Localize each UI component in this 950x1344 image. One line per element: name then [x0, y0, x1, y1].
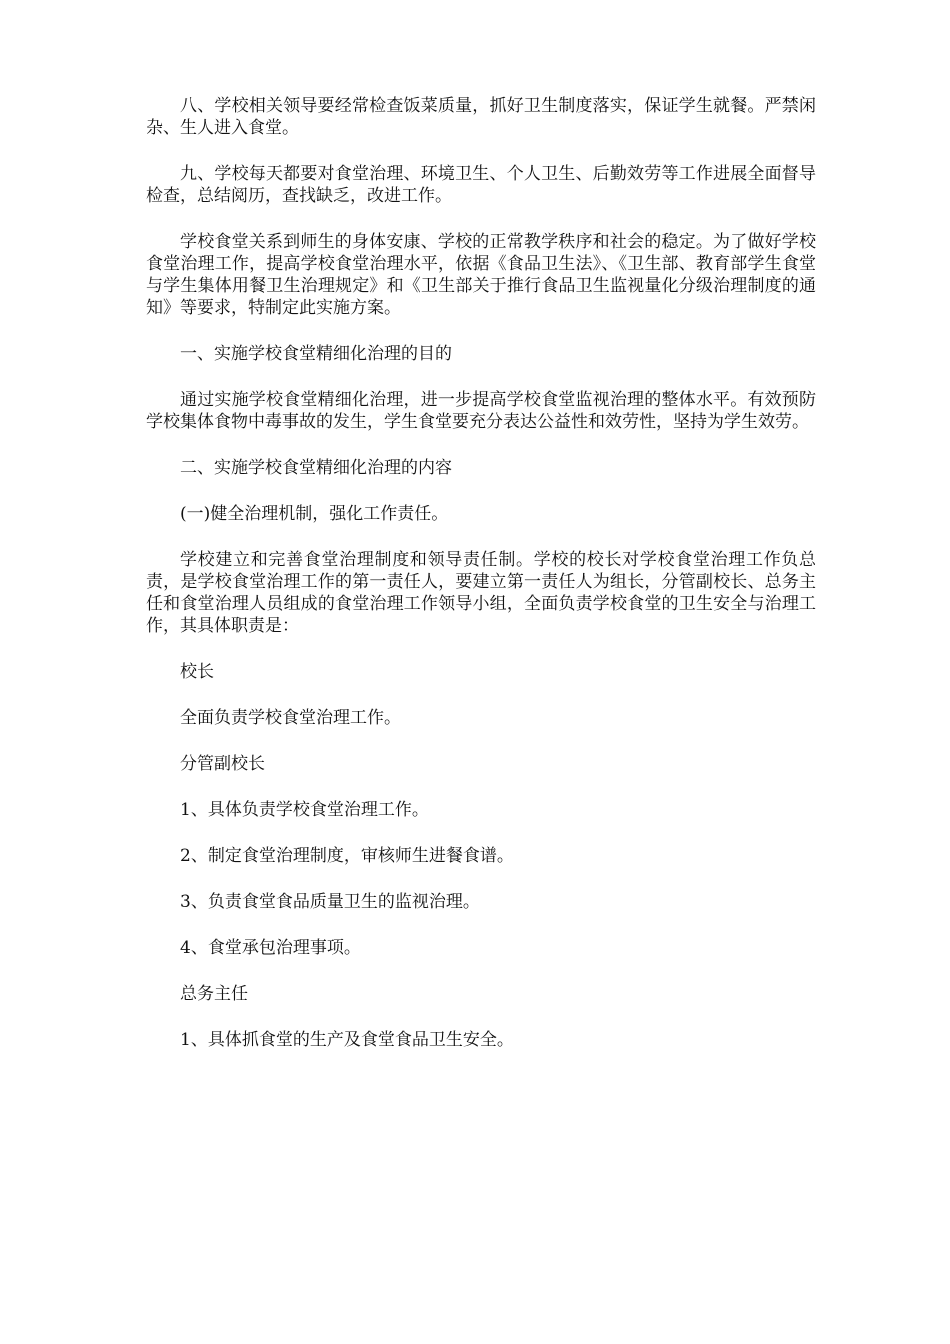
role-general-affairs: 总务主任: [180, 984, 248, 1004]
document-body: [146, 95, 816, 1075]
paragraph-intro: 学校食堂关系到师生的身体安康、学校的正常教学秩序和社会的稳定。为了做好学校食堂治理工作，提高学校食堂治理水平，依据《食品卫生法》、《卫生部、教育部学生食堂与学生集体用餐卫生治理规定》和《卫生部关于推行食品卫生监视量化分级治理制度的通知》等要求，特制定此实施方案。: [146, 232, 816, 318]
vice-principal-duty-4: 4、食堂承包治理事项。: [180, 938, 361, 958]
role-vice-principal: 分管副校长: [180, 754, 265, 774]
general-affairs-duty-1: 1、具体抓食堂的生产及食堂食品卫生安全。: [180, 1030, 514, 1050]
heading-purpose: 一、实施学校食堂精细化治理的目的: [180, 344, 452, 364]
paragraph-8: 八、学校相关领导要经常检查饭菜质量，抓好卫生制度落实，保证学生就餐。严禁闲杂、生人进入食堂。: [146, 96, 816, 138]
vice-principal-duty-3: 3、负责食堂食品质量卫生的监视治理。: [180, 892, 480, 912]
vice-principal-duty-1: 1、具体负责学校食堂治理工作。: [180, 800, 429, 820]
heading-content: 二、实施学校食堂精细化治理的内容: [180, 458, 452, 478]
role-principal: 校长: [180, 662, 214, 682]
paragraph-purpose: 通过实施学校食堂精细化治理，进一步提高学校食堂监视治理的整体水平。有效预防学校集体食物中毒事故的发生，学生食堂要充分表达公益性和效劳性，坚持为学生效劳。: [146, 390, 816, 432]
vice-principal-duty-2: 2、制定食堂治理制度，审核师生进餐食谱。: [180, 846, 514, 866]
principal-duty: 全面负责学校食堂治理工作。: [180, 708, 401, 728]
paragraph-mechanism: 学校建立和完善食堂治理制度和领导责任制。学校的校长对学校食堂治理工作负总责，是学校食堂治理工作的第一责任人，要建立第一责任人为组长，分管副校长、总务主任和食堂治理人员组成的食堂治理工作领导小组，全面负责学校食堂的卫生安全与治理工作，其具体职责是：: [146, 550, 816, 636]
subheading-mechanism: (一)健全治理机制，强化工作责任。: [180, 504, 449, 524]
paragraph-9: 九、学校每天都要对食堂治理、环境卫生、个人卫生、后勤效劳等工作进展全面督导检查，总结阅历，查找缺乏，改进工作。: [146, 164, 816, 206]
